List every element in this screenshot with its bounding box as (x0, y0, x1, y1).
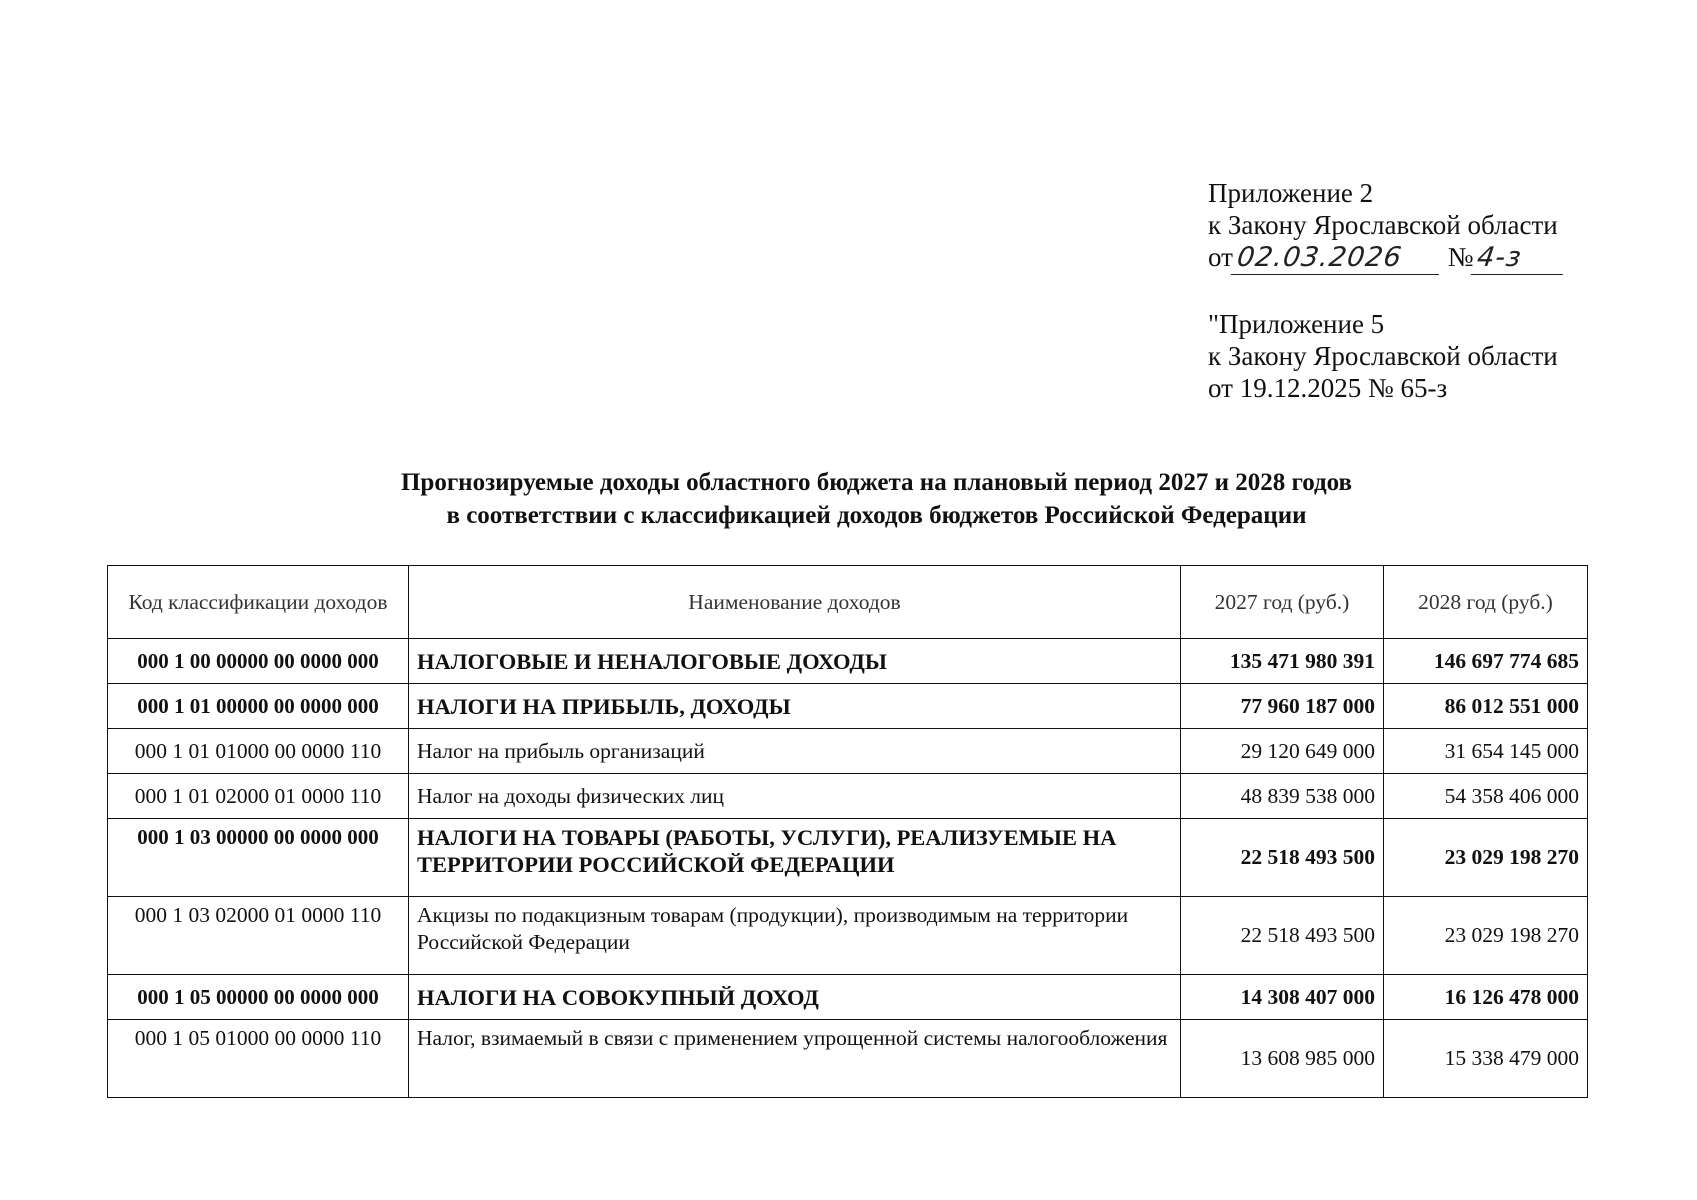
row-2028: 86 012 551 000 (1384, 684, 1588, 729)
row-2028: 31 654 145 000 (1384, 729, 1588, 774)
header-code: Код классификации доходов (108, 566, 409, 639)
row-2027: 48 839 538 000 (1181, 774, 1384, 819)
table-row (108, 897, 1588, 975)
row-name: Налог на прибыль организаций (409, 729, 1181, 774)
table-row (108, 774, 1588, 819)
row-name: НАЛОГОВЫЕ И НЕНАЛОГОВЫЕ ДОХОДЫ (409, 639, 1181, 684)
table-header-row (108, 566, 1588, 639)
row-name: НАЛОГИ НА СОВОКУПНЫЙ ДОХОД (409, 975, 1181, 1020)
appendix-old-line3: от 19.12.2025 № 65-з (1208, 373, 1448, 403)
table-row (108, 819, 1588, 897)
row-code: 000 1 01 02000 01 0000 110 (108, 774, 409, 819)
title-line1: Прогнозируемые доходы областного бюджета на плановый период 2027 и 2028 годов (400, 469, 1353, 496)
header-2028: 2028 год (руб.) (1384, 566, 1588, 639)
row-2027: 14 308 407 000 (1181, 975, 1384, 1020)
row-name: НАЛОГИ НА ТОВАРЫ (РАБОТЫ, УСЛУГИ), РЕАЛИЗУЕМЫЕ НА ТЕРРИТОРИИ РОССИЙСКОЙ ФЕДЕРАЦИИ (409, 819, 1181, 897)
appendix-new-header (1208, 177, 1565, 275)
row-2027: 22 518 493 500 (1181, 897, 1384, 975)
date-prefix: от (1208, 242, 1233, 272)
row-2027: 29 120 649 000 (1181, 729, 1384, 774)
handwritten-number: 4-з (1471, 244, 1567, 275)
table-row (108, 1020, 1588, 1098)
table-row (108, 729, 1588, 774)
document-title (0, 466, 1697, 532)
appendix-new-date-line (1208, 241, 1565, 275)
revenue-table (107, 565, 1588, 1098)
appendix-old-line2: к Закону Ярославской области (1208, 341, 1558, 371)
header-name: Наименование доходов (409, 566, 1181, 639)
table-row (108, 684, 1588, 729)
header-2027: 2027 год (руб.) (1181, 566, 1384, 639)
row-name: Акцизы по подакцизным товарам (продукции), производимым на территории Российской Федерации (409, 897, 1181, 975)
number-prefix: № (1447, 242, 1474, 272)
row-2028: 16 126 478 000 (1384, 975, 1588, 1020)
appendix-new-line2: к Закону Ярославской области (1208, 210, 1558, 240)
row-code: 000 1 05 00000 00 0000 000 (108, 975, 409, 1020)
row-code: 000 1 03 00000 00 0000 000 (108, 819, 409, 897)
table-row (108, 975, 1588, 1020)
row-code: 000 1 03 02000 01 0000 110 (108, 897, 409, 975)
handwritten-date: 02.03.2026 (1231, 244, 1443, 275)
row-code: 000 1 00 00000 00 0000 000 (108, 639, 409, 684)
row-code: 000 1 01 00000 00 0000 000 (108, 684, 409, 729)
row-name: НАЛОГИ НА ПРИБЫЛЬ, ДОХОДЫ (409, 684, 1181, 729)
appendix-new-line1: Приложение 2 (1208, 178, 1374, 208)
row-2027: 22 518 493 500 (1181, 819, 1384, 897)
title-line2: в соответствии с классификацией доходов бюджетов Российской Федерации (446, 502, 1307, 529)
row-2028: 146 697 774 685 (1384, 639, 1588, 684)
row-code: 000 1 01 01000 00 0000 110 (108, 729, 409, 774)
row-2028: 54 358 406 000 (1384, 774, 1588, 819)
row-2027: 77 960 187 000 (1181, 684, 1384, 729)
row-name: Налог на доходы физических лиц (409, 774, 1181, 819)
row-2027: 135 471 980 391 (1181, 639, 1384, 684)
row-name: Налог, взимаемый в связи с применением упрощенной системы налогообложения (409, 1020, 1181, 1098)
row-2028: 15 338 479 000 (1384, 1020, 1588, 1098)
row-code: 000 1 05 01000 00 0000 110 (108, 1020, 409, 1098)
row-2028: 23 029 198 270 (1384, 897, 1588, 975)
appendix-old-header (1208, 308, 1558, 404)
appendix-old-line1: "Приложение 5 (1208, 309, 1385, 339)
row-2028: 23 029 198 270 (1384, 819, 1588, 897)
row-2027: 13 608 985 000 (1181, 1020, 1384, 1098)
table-row (108, 639, 1588, 684)
